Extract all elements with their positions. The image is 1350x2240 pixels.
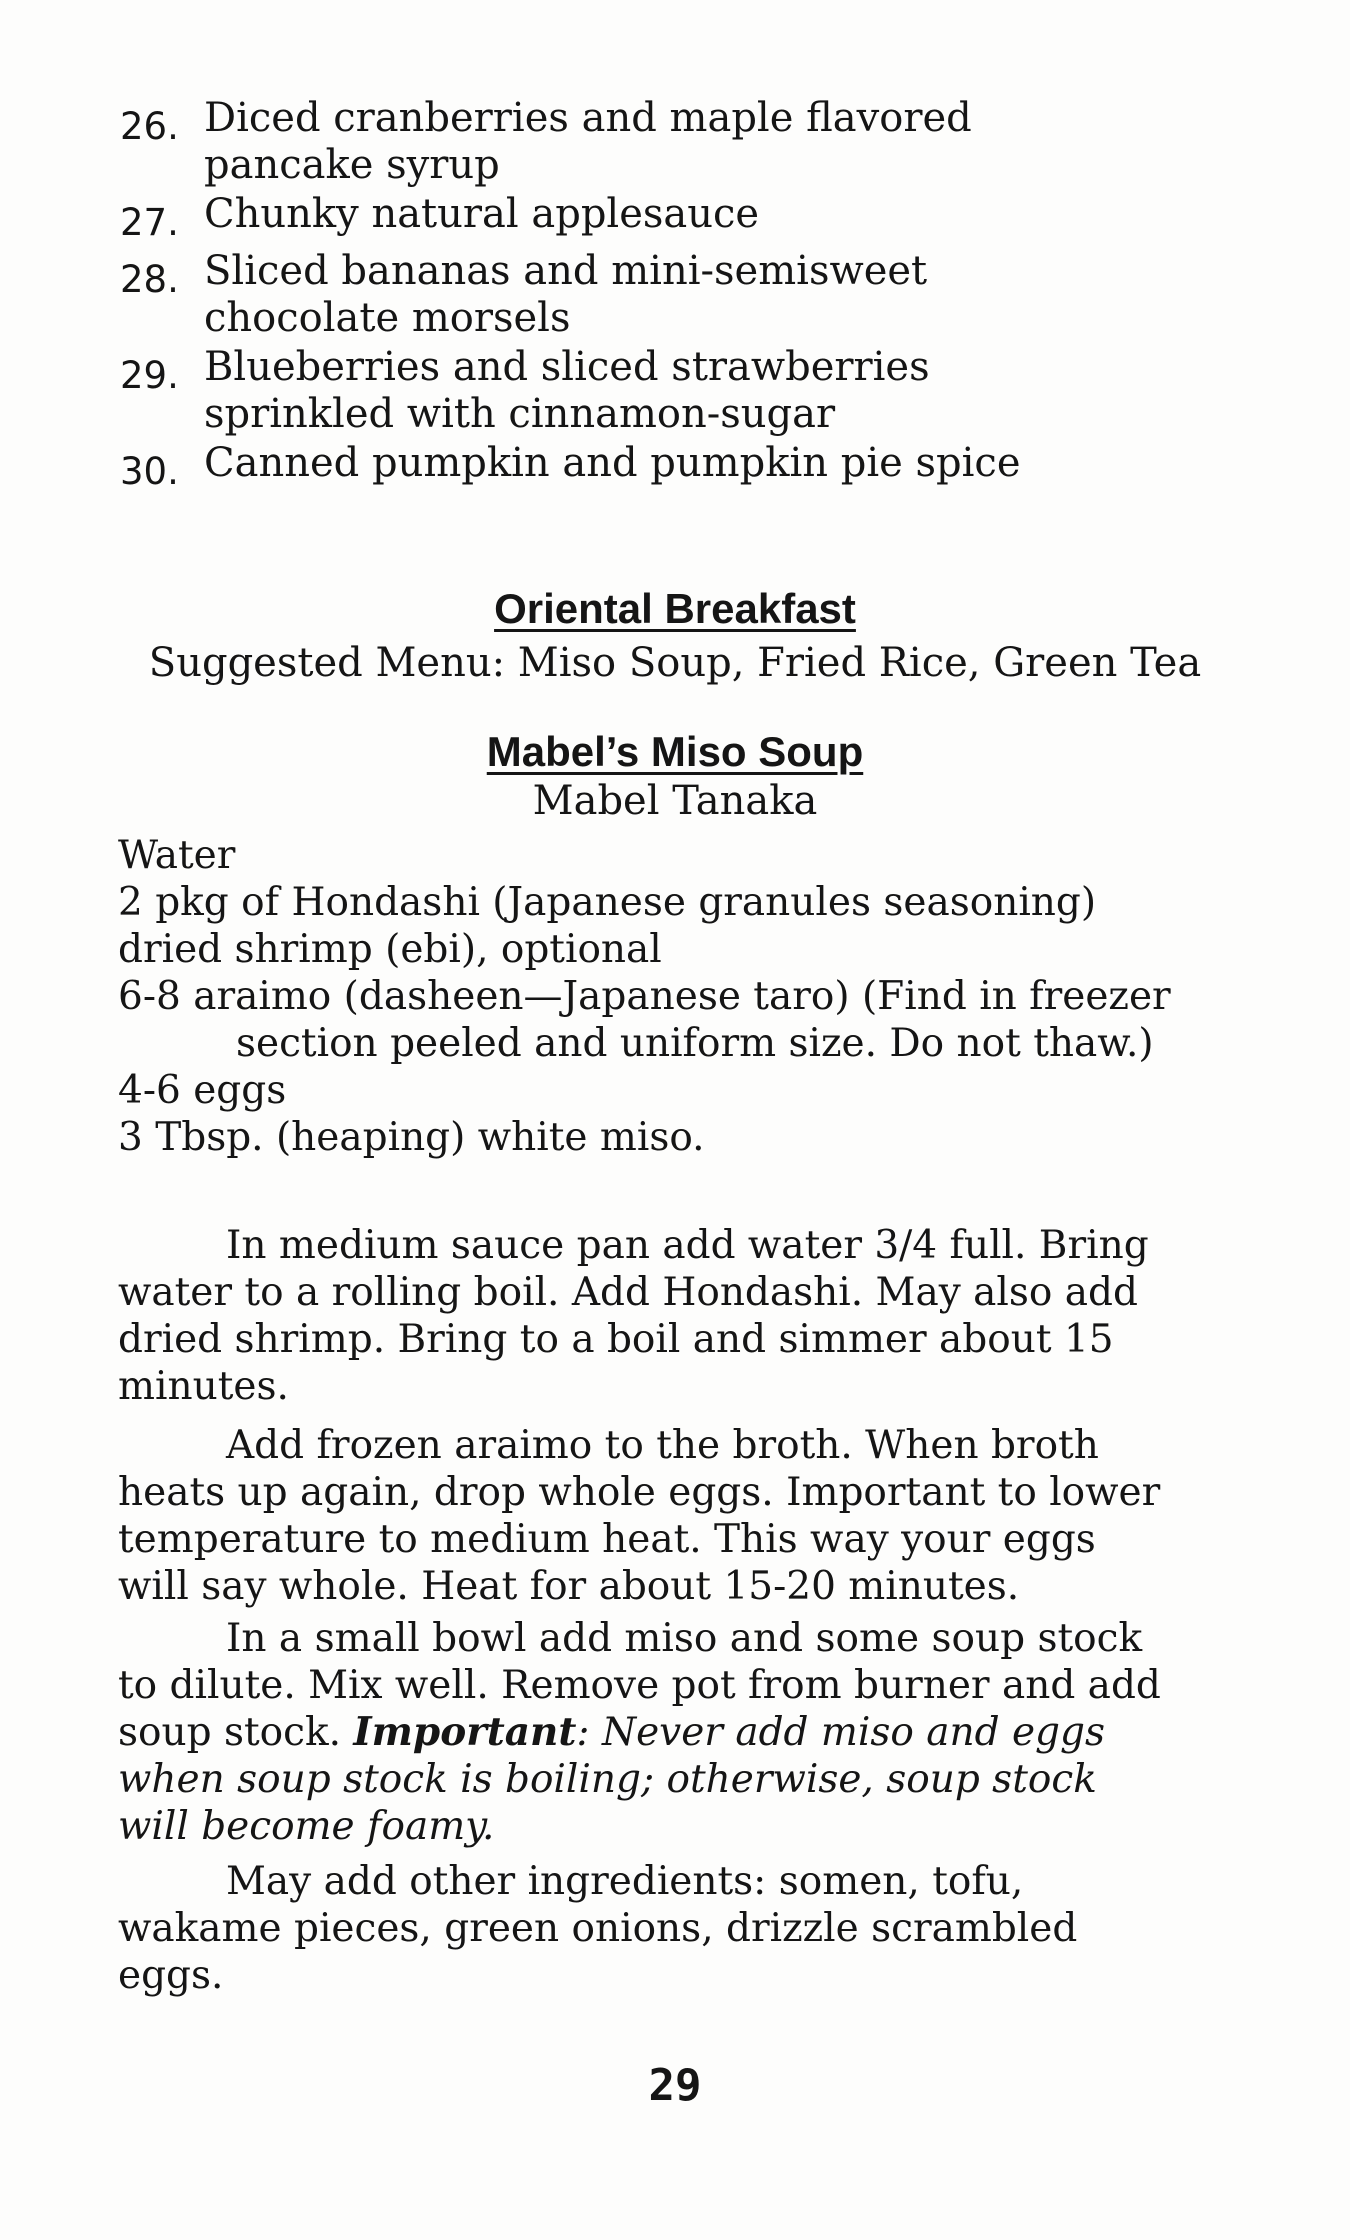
ingredient-line: 6-8 araimo (dasheen—Japanese taro) (Find in freezer xyxy=(118,974,1171,1019)
recipe-author: Mabel Tanaka xyxy=(532,778,818,824)
ingredient-list xyxy=(118,832,1198,1161)
list-text: Diced cranberries and maple flavored pancake syrup xyxy=(204,95,972,188)
list-item xyxy=(120,344,1120,438)
instruction-text: Add frozen araimo to the broth. When broth heats up again, drop whole eggs. Important to lower temperature to medium heat. This way your eggs will say whole. Heat for about 15-20 minutes. xyxy=(118,1423,1161,1609)
list-text: Canned pumpkin and pumpkin pie spice xyxy=(204,440,1021,486)
list-item xyxy=(120,191,1120,246)
ingredient-line: 3 Tbsp. (heaping) white miso. xyxy=(118,1115,705,1160)
instruction-text: May add other ingredients: somen, tofu, wakame pieces, green onions, drizzle scrambled eggs. xyxy=(118,1859,1078,1998)
section-title xyxy=(0,585,1350,633)
instruction-paragraph xyxy=(118,1222,1178,1410)
list-item xyxy=(120,248,1120,342)
list-number: 30. xyxy=(120,450,179,493)
recipe-title xyxy=(0,728,1350,776)
list-text: Blueberries and sliced strawberries sprinkled with cinnamon-sugar xyxy=(204,344,930,437)
instruction-warning: : Never add miso and eggs when soup stock is boiling; otherwise, soup stock will become foamy. xyxy=(118,1710,1105,1849)
list-number: 26. xyxy=(120,105,179,148)
list-number: 29. xyxy=(120,354,179,397)
instruction-paragraph xyxy=(118,1858,1178,1999)
list-number: 27. xyxy=(120,201,179,244)
section-title-text: Oriental Breakfast xyxy=(494,585,856,632)
list-text: Sliced bananas and mini-semisweet chocolate morsels xyxy=(204,248,928,341)
instruction-paragraph xyxy=(118,1422,1178,1610)
recipe-title-text: Mabel’s Miso Soup xyxy=(486,728,864,775)
list-item xyxy=(120,440,1120,495)
list-item xyxy=(120,95,1120,189)
suggested-menu: Suggested Menu: Miso Soup, Fried Rice, Green Tea xyxy=(148,640,1202,686)
ingredient-line: 2 pkg of Hondashi (Japanese granules seasoning) xyxy=(118,880,1097,925)
important-label: Important xyxy=(353,1709,577,1755)
instruction-text: In medium sauce pan add water 3/4 full. Bring water to a rolling boil. Add Hondashi. May also add dried shrimp. Bring to a boil and simmer about 15 minutes. xyxy=(118,1223,1149,1409)
list-text: Chunky natural applesauce xyxy=(204,191,760,237)
ingredient-line: 4-6 eggs xyxy=(118,1068,287,1113)
ingredient-line: Water xyxy=(118,833,236,878)
topping-list xyxy=(120,95,1120,497)
instruction-paragraph xyxy=(118,1615,1178,1850)
ingredient-line: dried shrimp (ebi), optional xyxy=(118,927,662,972)
page-number: 29 xyxy=(648,2060,702,2111)
ingredient-line: section peeled and uniform size. Do not thaw.) xyxy=(236,1021,1154,1066)
list-number: 28. xyxy=(120,258,179,301)
instruction-text: In a small bowl add miso and some soup stock to dilute. Mix well. Remove pot from burner and add soup stock. xyxy=(118,1616,1161,1755)
